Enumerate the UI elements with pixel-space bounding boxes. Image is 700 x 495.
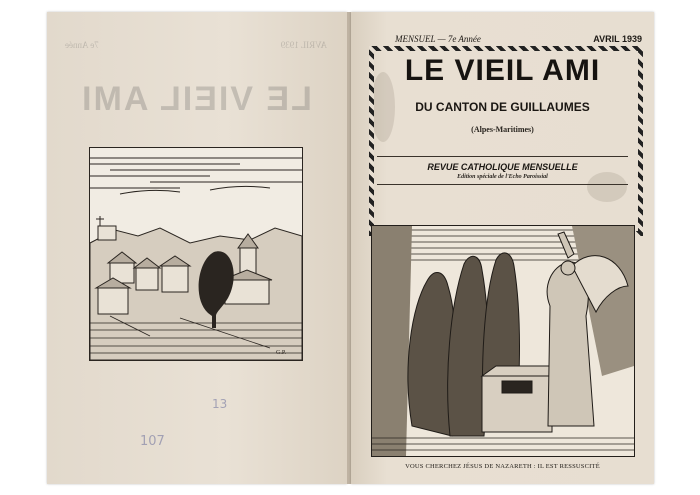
right-page (351, 12, 654, 484)
divider (377, 184, 628, 185)
village-engraving (89, 147, 303, 361)
divider (377, 156, 628, 157)
pencil-note: 13 (212, 397, 228, 411)
region-label: (Alpes-Maritimes) (471, 125, 534, 134)
periodicity-label: MENSUEL — 7e Année (395, 34, 481, 44)
resurrection-engraving (371, 225, 635, 457)
page-subtitle: DU CANTON DE GUILLAUMES (415, 100, 590, 114)
svg-text:G.P.: G.P. (276, 350, 287, 356)
review-label: REVUE CATHOLIQUE MENSUELLE (427, 162, 578, 172)
pencil-annotations (122, 392, 292, 462)
picture-caption: VOUS CHERCHEZ JÉSUS DE NAZARETH : IL EST RESSUSCITÉ (405, 463, 600, 470)
page-title: LE VIEIL AMI (404, 54, 601, 87)
issue-date: AVRIL 1939 (593, 34, 642, 44)
left-page (47, 12, 347, 484)
edition-label: Edition spéciale de l'Echo Paroissial (457, 174, 548, 180)
pencil-note: 107 (140, 434, 165, 449)
show-through-text: AVRIL 1939 7e Année LE VIEIL AMI (65, 40, 327, 118)
